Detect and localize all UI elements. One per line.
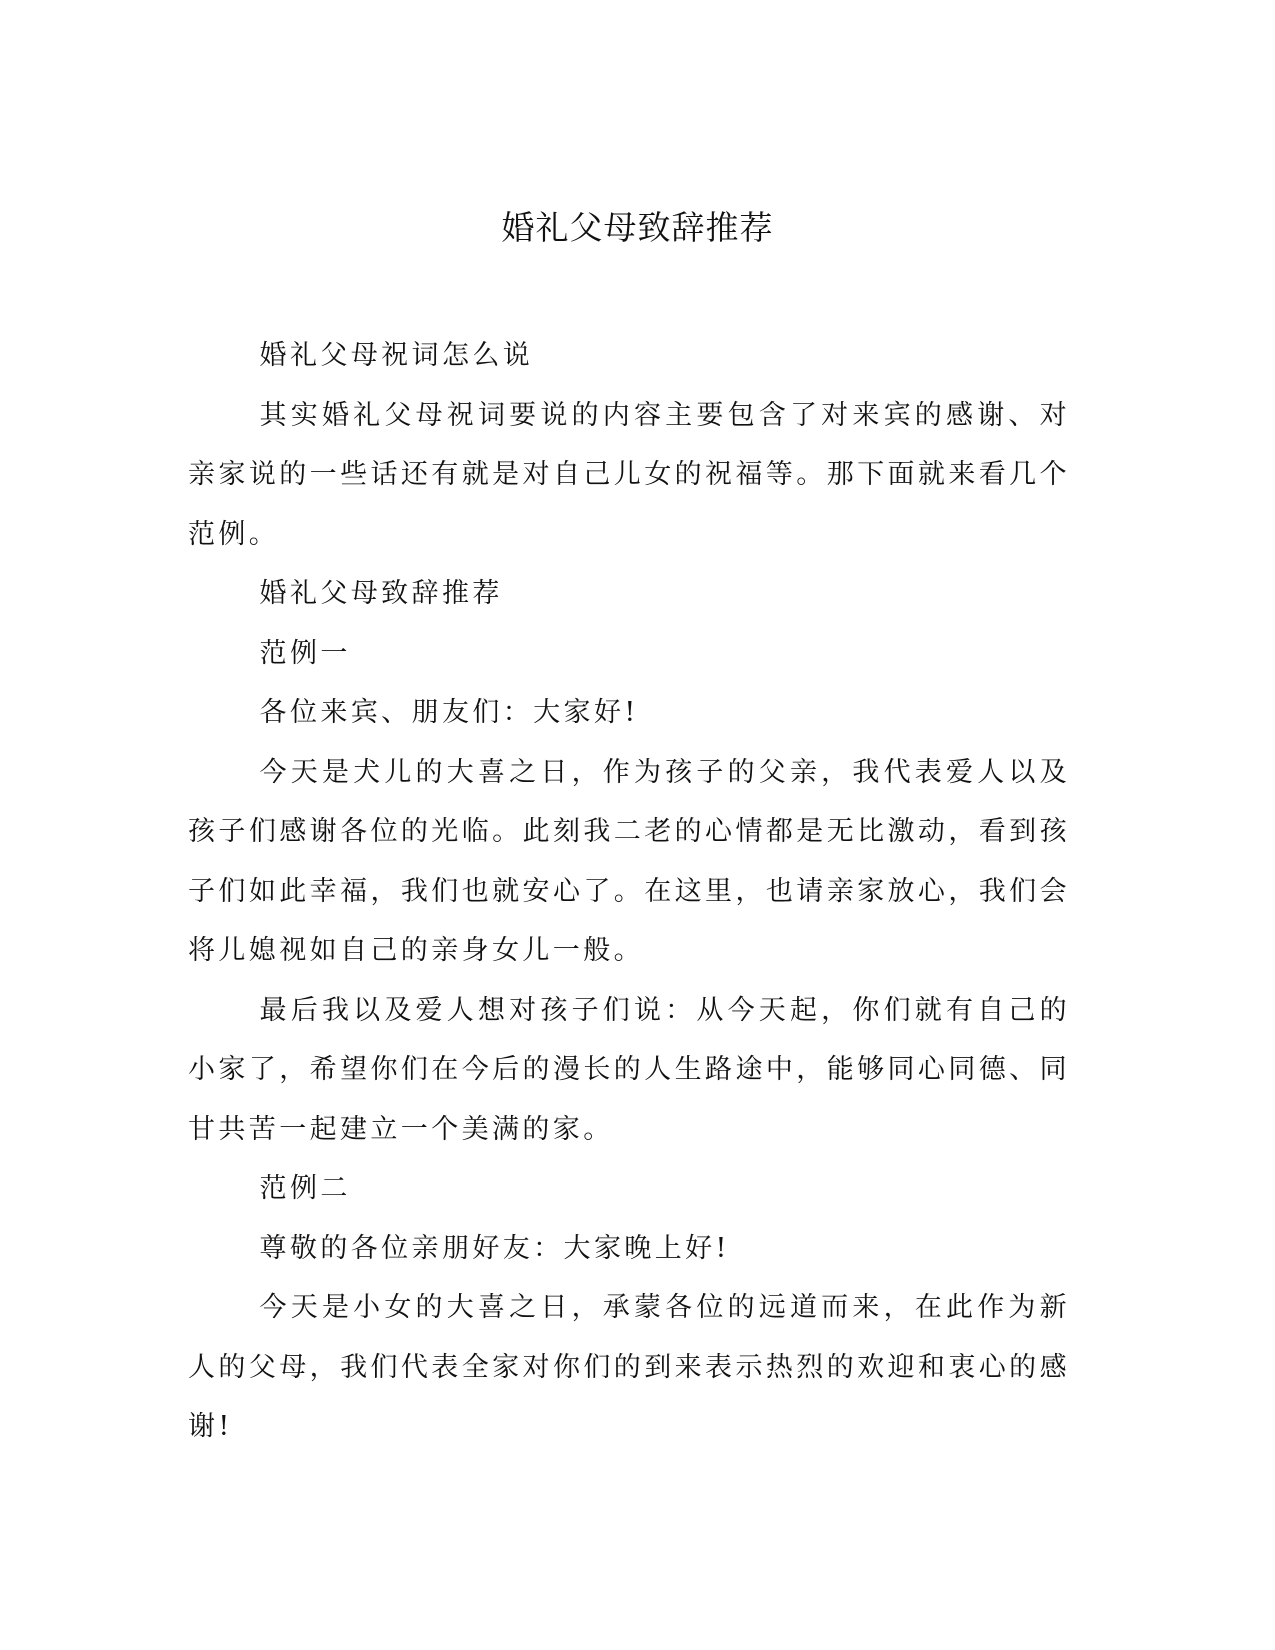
example-heading: 范例一 (259, 637, 351, 669)
greeting-paragraph: 各位来宾、朋友们：大家好! (259, 697, 639, 728)
body-paragraph: 今天是犬儿的大喜之日，作为孩子的父亲，我代表爱人以及孩子们感谢各位的光临。此刻我二老的心情都是无比激动，看到孩子们如此幸福，我们也就安心了。在这里，也请亲家放心，我们会将儿媳视如自己的亲身女儿一般。 (188, 756, 1070, 966)
body-paragraph: 最后我以及爱人想对孩子们说：从今天起，你们就有自己的小家了，希望你们在今后的漫长的人生路途中，能够同心同德、同甘共苦一起建立一个美满的家。 (188, 994, 1070, 1145)
body-paragraph: 今天是小女的大喜之日，承蒙各位的远道而来，在此作为新人的父母，我们代表全家对你们的到来表示热烈的欢迎和衷心的感谢! (188, 1292, 1070, 1442)
section-heading: 婚礼父母致辞推荐 (259, 578, 503, 609)
document-body (188, 326, 1070, 1457)
section-heading: 婚礼父母祝词怎么说 (259, 340, 534, 371)
document-title: 婚礼父母致辞推荐 (501, 208, 774, 247)
intro-paragraph: 其实婚礼父母祝词要说的内容主要包含了对来宾的感谢、对亲家说的一些话还有就是对自己儿女的祝福等。那下面就来看几个范例。 (188, 399, 1070, 550)
greeting-paragraph: 尊敬的各位亲朋好友：大家晚上好! (259, 1232, 730, 1264)
example-heading: 范例二 (259, 1173, 351, 1204)
